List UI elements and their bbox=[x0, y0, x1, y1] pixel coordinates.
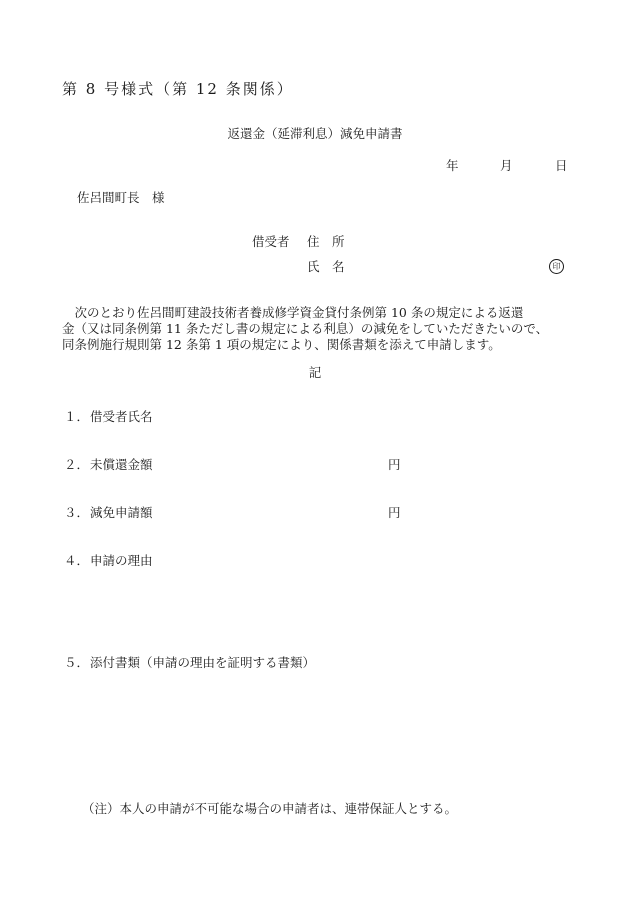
item-label: 借受者氏名 bbox=[90, 409, 153, 424]
item-outstanding-amount bbox=[64, 459, 153, 472]
date-year-label: 年 bbox=[446, 158, 459, 173]
address-label: 住 所 bbox=[307, 234, 345, 249]
yen-unit: 円 bbox=[388, 457, 401, 472]
item-label: 添付書類（申請の理由を証明する書類） bbox=[90, 655, 316, 670]
date-day-label: 日 bbox=[555, 158, 568, 173]
borrower-label: 借受者 bbox=[252, 234, 290, 249]
name-label: 氏 名 bbox=[307, 259, 345, 274]
item-borrower-name bbox=[64, 411, 153, 424]
date-month-label: 月 bbox=[500, 158, 513, 173]
body-line: 金（又は同条例第 11 条ただし書の規定による利息）の減免をしていただきたいので、 bbox=[62, 321, 549, 336]
item-number: ５． bbox=[64, 655, 90, 670]
item-number: ３． bbox=[64, 505, 90, 520]
addressee: 佐呂間町長 様 bbox=[77, 190, 165, 205]
seal-mark: 印 bbox=[549, 259, 564, 274]
body-line: 次のとおり佐呂間町建設技術者養成修学資金貸付条例第 10 条の規定による返還 bbox=[62, 305, 524, 320]
item-attachments bbox=[64, 657, 315, 670]
yen-unit: 円 bbox=[388, 505, 401, 520]
item-reduction-amount bbox=[64, 507, 153, 520]
ki-heading: 記 bbox=[308, 365, 322, 380]
item-label: 申請の理由 bbox=[90, 553, 153, 568]
item-number: ４． bbox=[64, 553, 90, 568]
item-reason bbox=[64, 555, 153, 568]
item-label: 未償還金額 bbox=[90, 457, 153, 472]
item-number: １． bbox=[64, 409, 90, 424]
request-body-text bbox=[62, 305, 574, 353]
document-title: 返還金（延滞利息）減免申請書 bbox=[227, 126, 403, 141]
body-line: 同条例施行規則第 12 条第 1 項の規定により、関係書類を添えて申請します。 bbox=[62, 337, 501, 352]
footnote: （注）本人の申請が不可能な場合の申請者は、連帯保証人とする。 bbox=[82, 801, 458, 816]
item-number: ２． bbox=[64, 457, 90, 472]
form-number: 第 8 号様式（第 12 条関係） bbox=[62, 80, 294, 98]
item-label: 減免申請額 bbox=[90, 505, 153, 520]
